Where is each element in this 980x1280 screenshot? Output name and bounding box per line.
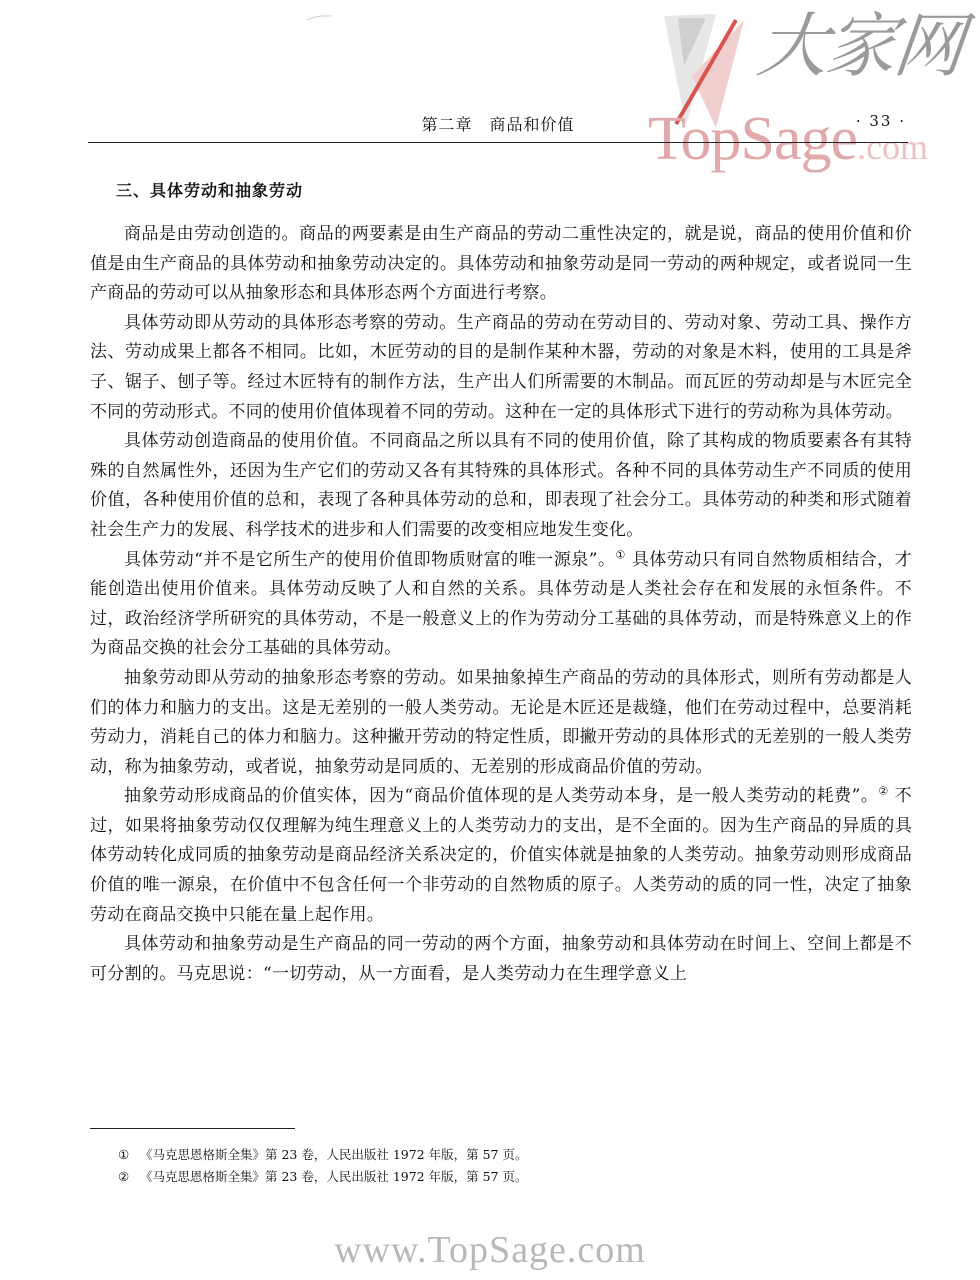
- footnote-divider: [90, 1128, 295, 1129]
- paragraph-4-text-a: 具体劳动“并不是它所生产的使用价值即物质财富的唯一源泉”。: [124, 549, 616, 570]
- watermark-brand-suffix: .com: [857, 127, 929, 167]
- paragraph-6-text-b: 不过，如果将抽象劳动仅仅理解为纯生理意义上的人类劳动力的支出，是不全面的。因为生产商品的异质的具体劳动转化成同质的抽象劳动是商品经济关系决定的，价值实体就是抽象的人类劳动。抽象劳动则形成商品价值的唯一源泉，在价值中不包含任何一个非劳动的自然物质的原子。人类劳动的质的同一性，决定了抽象劳动在商品交换中只能在量上起作用。: [90, 786, 912, 925]
- footnote-1: [118, 1144, 878, 1166]
- running-head: [88, 108, 908, 143]
- section-heading: 三、具体劳动和抽象劳动: [116, 181, 304, 200]
- footnote-2-text: 《马克思恩格斯全集》第 23 卷，人民出版社 1972 年版，第 57 页。: [140, 1169, 528, 1184]
- paragraph-5: 抽象劳动即从劳动的抽象形态考察的劳动。如果抽象掉生产商品的劳动的具体形式，则所有劳动都是人们的体力和脑力的支出。这是无差别的一般人类劳动。无论是木匠还是裁缝，他们在劳动过程中，总要消耗劳动力，消耗自己的体力和脑力。这种撇开劳动的特定性质，即撇开劳动的具体形式的无差别的一般人类劳动，称为抽象劳动，或者说，抽象劳动是同质的、无差别的形成商品价值的劳动。: [90, 667, 912, 777]
- footnote-ref-1[interactable]: ①: [615, 547, 626, 561]
- paragraph-1: 商品是由劳动创造的。商品的两要素是由生产商品的劳动二重性决定的，就是说，商品的使用价值和价值是由生产商品的具体劳动和抽象劳动决定的。具体劳动和抽象劳动是同一劳动的两种规定，或者说同一生产商品的劳动可以从抽象形态和具体形态两个方面进行考察。: [90, 224, 912, 304]
- page-number: · 33 ·: [855, 112, 906, 130]
- paragraph-6: [90, 782, 912, 930]
- footnote-ref-2[interactable]: ②: [878, 784, 889, 798]
- footnotes: [118, 1144, 878, 1188]
- footnote-1-number: ①: [118, 1147, 130, 1162]
- main-content: [90, 178, 912, 989]
- footnote-1-text: 《马克思恩格斯全集》第 23 卷，人民出版社 1972 年版，第 57 页。: [140, 1147, 528, 1162]
- watermark-url: www.TopSage.com: [334, 1229, 646, 1271]
- paragraph-6-text-a: 抽象劳动形成商品的价值实体，因为“商品价值体现的是人类劳动本身，是一般人类劳动的耗费”。: [124, 786, 879, 807]
- paragraph-2: 具体劳动即从劳动的具体形态考察的劳动。生产商品的劳动在劳动目的、劳动对象、劳动工具、操作方法、劳动成果上都各不相同。比如，木匠劳动的目的是制作某种木器，劳动的对象是木料，使用的工具是斧子、锯子、刨子等。经过木匠特有的制作方法，生产出人们所需要的木制品。而瓦匠的劳动却是与木匠完全不同的劳动形式。不同的使用价值体现着不同的劳动。这种在一定的具体形式下进行的劳动称为具体劳动。: [90, 312, 912, 422]
- watermark-brand-name: TopSage: [648, 105, 858, 173]
- paragraph-7: 具体劳动和抽象劳动是生产商品的同一劳动的两个方面，抽象劳动和具体劳动在时间上、空间上都是不可分割的。马克思说：“一切劳动，从一方面看，是人类劳动力在生理学意义上: [90, 934, 912, 984]
- footnote-2: [118, 1166, 878, 1188]
- footnote-2-number: ②: [118, 1169, 130, 1184]
- watermark-logo: [640, 0, 980, 200]
- watermark-brand-cn: 大家网: [753, 5, 967, 87]
- paragraph-4: [90, 546, 912, 664]
- scan-speck: [306, 14, 332, 22]
- chapter-title: 第二章 商品和价值: [421, 115, 575, 134]
- paragraph-4-text-b: 具体劳动只有同自然物质相结合，才能创造出使用价值来。具体劳动反映了人和自然的关系。具体劳动是人类社会存在和发展的永恒条件。不过，政治经济学所研究的具体劳动，不是一般意义上的作为劳动分工基础的具体劳动，而是特殊意义上的作为商品交换的社会分工基础的具体劳动。: [90, 549, 912, 659]
- paragraph-3: 具体劳动创造商品的使用价值。不同商品之所以具有不同的使用价值，除了其构成的物质要素各有其特殊的自然属性外，还因为生产它们的劳动又各有其特殊的具体形式。各种不同的具体劳动生产不同质的使用价值，各种使用价值的总和，表现了各种具体劳动的总和，即表现了社会分工。具体劳动的种类和形式随着社会生产力的发展、科学技术的进步和人们需要的改变相应地发生变化。: [90, 431, 912, 540]
